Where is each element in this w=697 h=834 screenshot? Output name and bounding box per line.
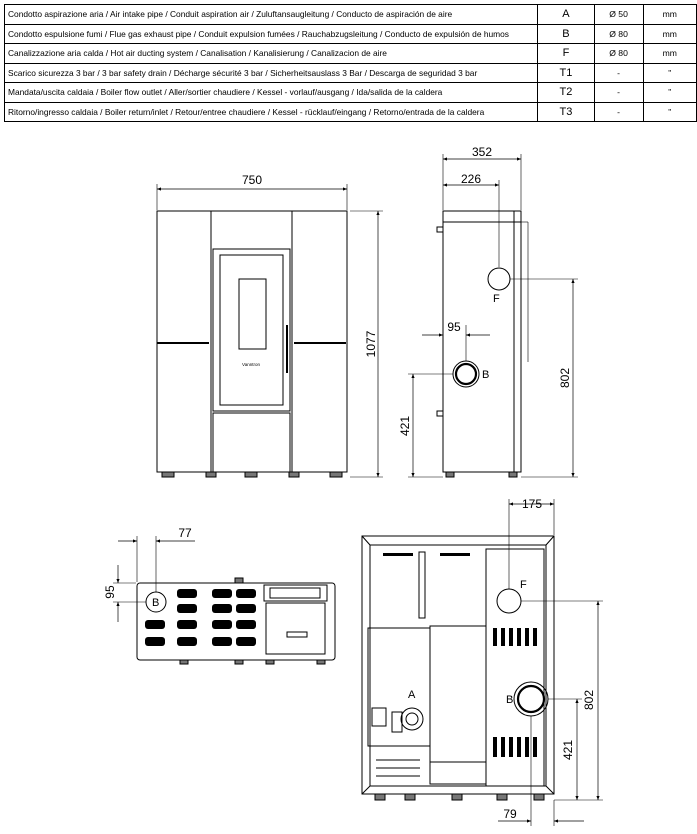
side-label-f: F	[493, 293, 500, 305]
description-cell: Scarico sicurezza 3 bar / 3 bar safety drain / Décharge sécurité 3 bar / Sicherheitsauslass 3 Bar / Descarga de seguridad 3 bar	[5, 63, 538, 83]
front-height-dim: 1077	[364, 330, 378, 358]
fire-window	[239, 279, 266, 349]
value-cell: -	[594, 102, 643, 122]
side-f-height-dim: 802	[558, 367, 572, 389]
value-cell: Ø 80	[594, 24, 643, 44]
rear-b-offset-dim: 79	[503, 807, 517, 821]
top-vent-grille	[145, 589, 256, 646]
rear-tank	[430, 626, 486, 784]
side-label-b: B	[482, 369, 490, 381]
description-cell: Mandata/uscita caldaia / Boiler flow outlet / Aller/sortier chaudiere / Kessel - vorlauf/ausgang / Ida/salida de la caldera	[5, 83, 538, 103]
top-b-x-dim: 77	[178, 526, 192, 540]
rear-view	[362, 499, 603, 826]
front-width-dim: 750	[241, 173, 263, 187]
rear-vent-slots	[383, 553, 537, 757]
rear-outlet-f	[497, 589, 521, 613]
unit-cell: mm	[643, 44, 696, 64]
top-label-b: B	[152, 597, 160, 609]
code-cell: T2	[538, 83, 594, 103]
code-cell: T1	[538, 63, 594, 83]
value-cell: -	[594, 63, 643, 83]
description-cell: Canalizzazione aria calda / Hot air ducting system / Canalisation / Kanalisierung / Canalizacion de aire	[5, 44, 538, 64]
description-cell: Condotto espulsione fumi / Flue gas exhaust pipe / Conduit expulsion fumées / Rauchabzugsleitung / Conducto de expulsión de humos	[5, 24, 538, 44]
rear-label-b: B	[506, 694, 514, 706]
description-cell: Ritorno/ingresso caldaia / Boiler return/inlet / Retour/entree chaudiere / Kessel - rücklauf/eingang / Retorno/entrada de la caldera	[5, 102, 538, 122]
code-cell: T3	[538, 102, 594, 122]
brand-logo: Vanntron	[242, 362, 260, 367]
rear-label-f: F	[520, 579, 527, 591]
rear-outlet-a	[401, 708, 423, 730]
top-view	[113, 536, 335, 664]
code-cell: F	[538, 44, 594, 64]
code-cell: A	[538, 5, 594, 25]
description-cell: Condotto aspirazione aria / Air intake pipe / Conduit aspiration air / Zuluftansaugleitung / Conducto de aspiración de aire	[5, 5, 538, 25]
side-b-offset-dim: 95	[447, 320, 461, 334]
rear-f-offset-dim: 175	[521, 497, 543, 511]
unit-cell: "	[643, 83, 696, 103]
unit-cell: mm	[643, 24, 696, 44]
value-cell: Ø 80	[594, 44, 643, 64]
front-door	[213, 249, 290, 411]
top-b-y-dim: 95	[103, 585, 117, 599]
rear-f-height-dim: 802	[582, 689, 596, 711]
value-cell: Ø 50	[594, 5, 643, 25]
front-view	[157, 184, 383, 477]
value-cell: -	[594, 83, 643, 103]
unit-cell: mm	[643, 5, 696, 25]
side-body-outline	[443, 211, 521, 472]
code-cell: B	[538, 24, 594, 44]
unit-cell: "	[643, 63, 696, 83]
side-offset-dim: 226	[460, 172, 482, 186]
rear-control-box	[368, 628, 430, 746]
unit-cell: "	[643, 102, 696, 122]
front-body-outline	[157, 211, 347, 472]
side-view	[408, 154, 578, 477]
side-outlet-f	[488, 268, 510, 290]
rear-b-height-dim: 421	[561, 739, 575, 761]
side-depth-dim: 352	[471, 145, 493, 159]
side-b-height-dim: 421	[398, 415, 412, 437]
rear-label-a: A	[408, 689, 416, 701]
